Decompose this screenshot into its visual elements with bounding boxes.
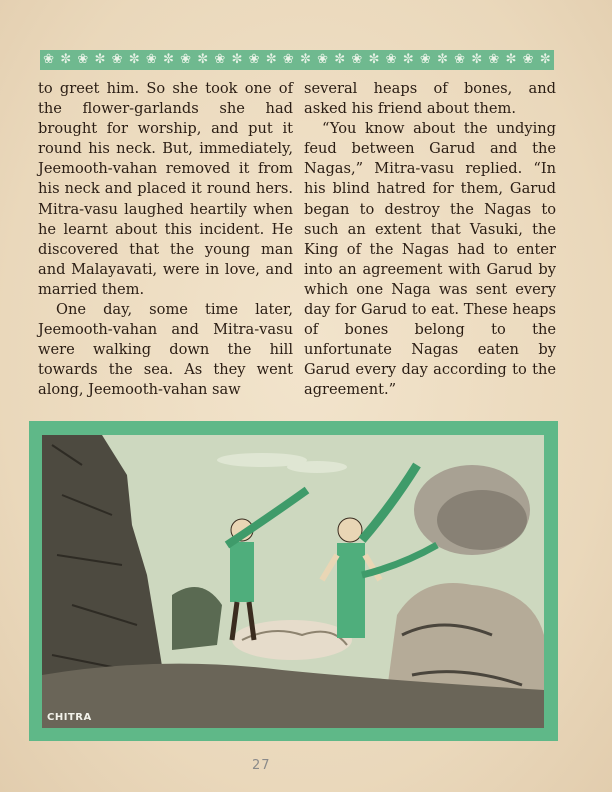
left-paragraph-2: One day, some time later, Jeemooth-vahan and Mitra-vasu were walking down the hill towards the sea. As they went along, Jeemooth-vahan saw: [38, 301, 293, 399]
right-text-column: [304, 79, 556, 401]
cloud: [287, 461, 347, 473]
illustration: [42, 435, 544, 728]
page-number: 27: [252, 758, 271, 773]
right-paragraph-1: several heaps of bones, and asked his friend about them.: [304, 80, 556, 118]
decorative-floral-border: ❀ ✼ ❀ ✼ ❀ ✼ ❀ ✼ ❀ ✼ ❀ ✼ ❀ ✼ ❀ ✼ ❀ ✼ ❀ ✼ ❀ ✼ ❀ ✼ ❀ ✼ ❀ ✼ ❀ ✼: [40, 50, 554, 70]
right-paragraph-2: “You know about the undying feud between Garud and the Nagas,” Mitra-vasu replied. “In his blind hatred for them, Garud began to destroy the Nagas to such an extent that Vasuki, the King of the Nagas had to enter into an agreement with Garud by which one Naga was sent every day for Garud to eat. These heaps of bones belong to the unfortunate Nagas eaten by Garud every day according to the agreement.”: [304, 120, 556, 399]
left-text-column: [38, 79, 293, 401]
artist-signature: CHITRA: [47, 712, 92, 723]
bush: [172, 587, 222, 650]
left-paragraph-1: to greet him. So she took one of the flower-garlands she had brought for worship, and put it round his neck. But, immediately, Jeemooth-vahan removed it from his neck and placed it round hers. Mitra-vasu laughed heartily when he learnt about this incident. He discovered that the young man and Malayavati, were in love, and married them.: [38, 80, 293, 298]
illustration-drawing: [42, 435, 544, 728]
